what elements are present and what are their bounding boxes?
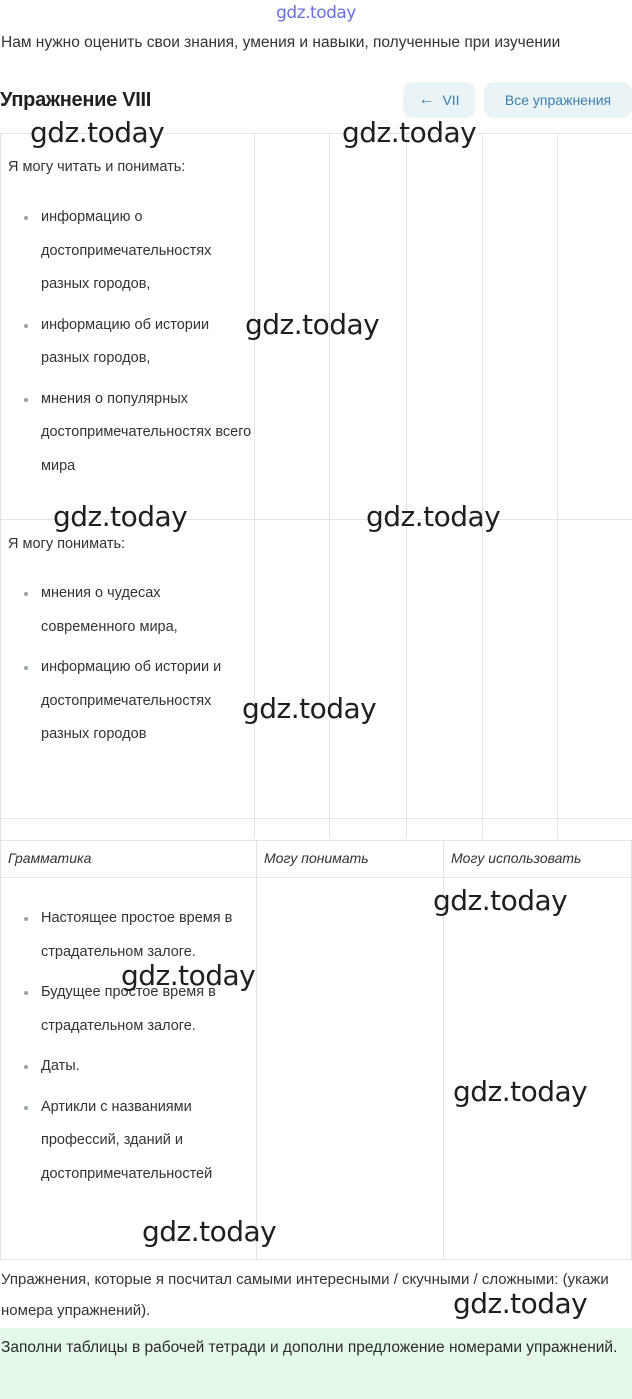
watermark: gdz.today [30,116,165,149]
list-item: мнения о чудесах современного мира, [0,577,254,644]
bullet-icon [24,1106,28,1110]
column-header-use: Могу использовать [451,850,582,866]
bullet-icon [24,324,28,328]
column-header-understand: Могу понимать [264,850,369,866]
list-item: информацию об истории и достопримечательностях разных городов [0,651,254,752]
reading-skills-list [0,201,254,483]
skills-table [0,133,632,841]
watermark: gdz.today [342,116,477,149]
site-logo[interactable]: gdz.today [276,3,356,23]
listening-skills-heading: Я могу понимать: [8,536,126,552]
column-header-grammar: Грамматика [8,850,92,866]
bullet-icon [24,991,28,995]
bullet-icon [24,216,28,220]
list-item: мнения о популярных достопримечательностях всего мира [0,383,254,484]
watermark: gdz.today [242,692,377,725]
bullet-icon [24,398,28,402]
list-item: Даты. [0,1050,256,1084]
prev-exercise-button[interactable] [403,82,475,118]
bullet-icon [24,917,28,921]
intro-text: Нам нужно оценить свои знания, умения и навыки, полученные при изучении [1,34,561,51]
bullet-icon [24,1065,28,1069]
bullet-icon [24,666,28,670]
watermark: gdz.today [142,1215,277,1248]
list-item: Настоящее простое время в страдательном залоге. [0,902,256,969]
arrow-left-icon: ← [418,91,435,108]
list-item: информацию о достопримечательностях разных городов, [0,201,254,302]
list-item: информацию об истории разных городов, [0,309,254,376]
instruction-text: Заполни таблицы в рабочей тетради и дополни предложение номерами упражнений. [1,1339,618,1356]
watermark: gdz.today [121,959,256,992]
watermark: gdz.today [453,1075,588,1108]
watermark: gdz.today [453,1287,588,1320]
exercise-title: Упражнение VIII [0,89,152,111]
all-exercises-button[interactable]: Все упражнения [484,82,632,118]
watermark: gdz.today [366,500,501,533]
prev-exercise-label: VII [442,92,460,108]
list-item: Артикли с названиями профессий, зданий и достопримечательностей [0,1091,256,1192]
watermark: gdz.today [245,308,380,341]
favorite-exercises-text: Упражнения, которые я посчитал самыми интересными / скучными / сложными: (укажи номера упражнений). [1,1271,609,1319]
bullet-icon [24,592,28,596]
watermark: gdz.today [433,884,568,917]
grammar-list [0,902,256,1191]
reading-skills-heading: Я могу читать и понимать: [8,159,186,175]
list-item: Будущее простое время в страдательном залоге. [0,976,256,1043]
listening-skills-list [0,577,254,752]
watermark: gdz.today [53,500,188,533]
